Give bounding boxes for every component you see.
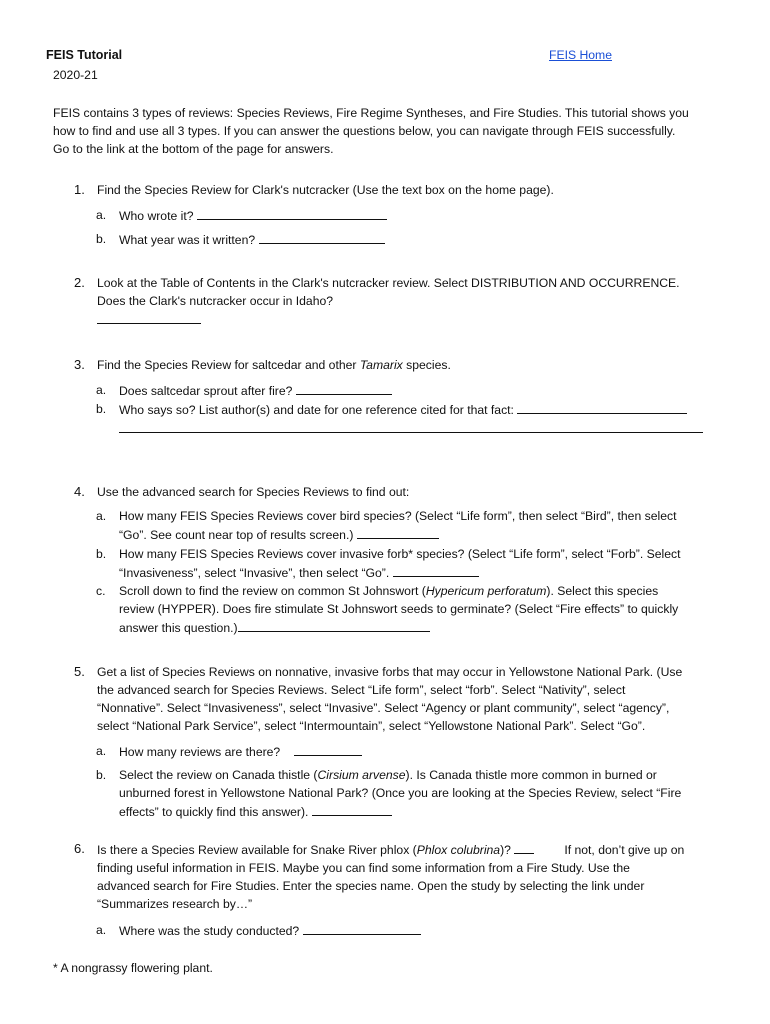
- question-number: 6.: [74, 841, 85, 856]
- school-year: 2020-21: [53, 68, 98, 82]
- sub-text: How many reviews are there?: [119, 745, 281, 759]
- question-text: species.: [402, 358, 451, 372]
- sub-letter: b.: [96, 768, 107, 782]
- question-text: the advanced search for Species Reviews. Select “Life form”, select “forb”. Select “Nativity”, select: [97, 683, 626, 697]
- species-name: Hypericum perforatum: [425, 584, 547, 598]
- question-text: Does the Clark's nutcracker occur in Idaho?: [97, 294, 334, 308]
- sub-text: ). Select this species: [546, 584, 659, 598]
- sub-text: answer this question.): [119, 621, 238, 635]
- sub-letter: a.: [96, 383, 107, 397]
- sub-letter: a.: [96, 923, 107, 937]
- sub-letter: c.: [96, 584, 106, 598]
- answer-blank[interactable]: [238, 618, 430, 632]
- answer-blank[interactable]: [197, 206, 387, 220]
- answer-blank[interactable]: [517, 400, 687, 414]
- answer-blank[interactable]: [303, 921, 421, 935]
- question-text: select “National Park Service”, select “Intermountain”, select “Yellowstone National Park”. Select “Go”.: [97, 719, 646, 733]
- question-number: 1.: [74, 182, 85, 197]
- question-number: 3.: [74, 357, 85, 372]
- question-text: Look at the Table of Contents in the Clark's nutcracker review. Select DISTRIBUTION AND OCCURRENCE.: [97, 276, 680, 290]
- sub-text: How many FEIS Species Reviews cover invasive forb* species? (Select “Life form”, select “Forb”. Select: [119, 547, 681, 561]
- intro-line: how to find and use all 3 types. If you can answer the questions below, you can navigate through FEIS successfully.: [53, 124, 676, 138]
- sub-letter: a.: [96, 509, 107, 523]
- question-text: Find the Species Review for Clark's nutcracker (Use the text box on the home page).: [97, 183, 554, 197]
- question-text: “Summarizes research by…”: [97, 897, 253, 911]
- sub-text: Who wrote it?: [119, 209, 194, 223]
- intro-paragraph: [53, 104, 713, 158]
- question-text: advanced search for Fire Studies. Enter the species name. Open the study by selecting the link under: [97, 879, 645, 893]
- sub-letter: a.: [96, 208, 107, 222]
- answer-blank[interactable]: [393, 563, 479, 577]
- answer-blank[interactable]: [259, 230, 385, 244]
- sub-text: Select the review on Canada thistle (: [119, 768, 318, 782]
- sub-text: unburned forest in Yellowstone National Park? (Once you are looking at the Species Review, select “Fire: [119, 786, 682, 800]
- sub-text: What year was it written?: [119, 233, 256, 247]
- sub-text: Who says so? List author(s) and date for one reference cited for that fact:: [119, 403, 514, 417]
- question-text: finding useful information in FEIS. Maybe you can find some information from a Fire Study. Use the: [97, 861, 630, 875]
- answer-blank[interactable]: [294, 742, 362, 756]
- answer-blank[interactable]: [97, 310, 201, 324]
- answer-blank[interactable]: [312, 802, 392, 816]
- sub-text: Where was the study conducted?: [119, 924, 300, 938]
- sub-text: How many FEIS Species Reviews cover bird species? (Select “Life form”, then select “Bird”, then select: [119, 509, 677, 523]
- question-text: Use the advanced search for Species Reviews to find out:: [97, 485, 410, 499]
- question-text: Find the Species Review for saltcedar and other: [97, 358, 360, 372]
- answer-blank[interactable]: [514, 840, 534, 854]
- intro-line: FEIS contains 3 types of reviews: Species Reviews, Fire Regime Syntheses, and Fire Studies. This tutorial shows you: [53, 106, 689, 120]
- question-text: Is there a Species Review available for Snake River phlox (: [97, 843, 417, 857]
- question-number: 5.: [74, 664, 85, 679]
- genus-name: Tamarix: [359, 358, 403, 372]
- sub-letter: b.: [96, 232, 107, 246]
- question-text: )?: [500, 843, 511, 857]
- feis-home-link[interactable]: FEIS Home: [549, 48, 612, 62]
- question-number: 4.: [74, 484, 85, 499]
- species-name: Cirsium arvense: [317, 768, 406, 782]
- question-text: “Nonnative”. Select “Invasiveness”, select “Invasive”. Select “Agency or plant community”, select “agency”,: [97, 701, 670, 715]
- sub-text: “Invasiveness”, select “Invasive”, then select “Go”.: [119, 566, 390, 580]
- sub-text: effects” to quickly find this answer).: [119, 805, 309, 819]
- answer-blank[interactable]: [119, 419, 703, 433]
- question-number: 2.: [74, 275, 85, 290]
- question-text: If not, don’t give up on: [564, 843, 685, 857]
- sub-letter: a.: [96, 744, 107, 758]
- sub-text: review (HYPPER). Does fire stimulate St Johnswort seeds to germinate? (Select “Fire effects” to quickly: [119, 602, 679, 616]
- sub-letter: b.: [96, 402, 107, 416]
- sub-letter: b.: [96, 547, 107, 561]
- answer-blank[interactable]: [296, 381, 392, 395]
- sub-text: ). Is Canada thistle more common in burned or: [405, 768, 657, 782]
- sub-text: Does saltcedar sprout after fire?: [119, 384, 293, 398]
- footnote: * A nongrassy flowering plant.: [53, 961, 213, 975]
- species-name: Phlox colubrina: [416, 843, 501, 857]
- sub-text: Scroll down to find the review on common St Johnswort (: [119, 584, 426, 598]
- sub-text: “Go”. See count near top of results screen.): [119, 528, 354, 542]
- page-title: FEIS Tutorial: [46, 48, 123, 62]
- question-text: Get a list of Species Reviews on nonnative, invasive forbs that may occur in Yellowstone National Park. (Use: [97, 665, 683, 679]
- intro-line: Go to the link at the bottom of the page for answers.: [53, 142, 334, 156]
- answer-blank[interactable]: [357, 525, 439, 539]
